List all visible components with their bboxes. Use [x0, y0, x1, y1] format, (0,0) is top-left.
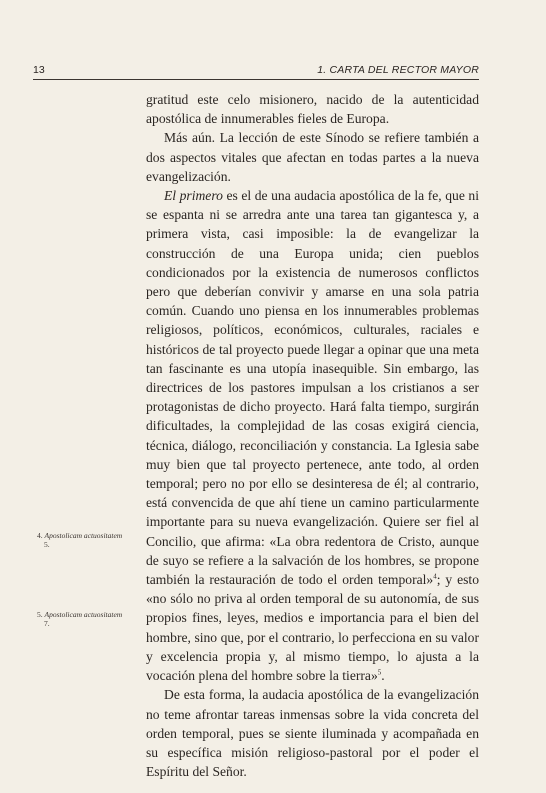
main-text: [146, 90, 479, 781]
paragraph-3-text-b: ; y esto «no sólo no priva al orden temporal de su autonomía, de sus propios fines, leyes, medios e importancia para el bien del hombre, sino que, por el contrario, lo perfecciona en su valor y excelencia propia y, al mismo tiempo, lo ajusta a la vocación plena del hombre sobre la tierra»: [146, 572, 479, 684]
header-rule: [33, 79, 479, 80]
margin-note-5: [37, 610, 137, 628]
paragraph-2: Más aún. La lección de este Sínodo se refiere también a dos aspectos vitales que afectan en todas partes a la nueva evangelización.: [146, 130, 479, 184]
paragraph-3: [146, 186, 479, 685]
footnote-mark-4: 4: [433, 572, 437, 581]
margin-note-4: [37, 531, 137, 549]
margin-note-number: 5.: [37, 610, 43, 619]
paragraph-3-text-c: .: [381, 668, 385, 684]
margin-note-number: 4.: [37, 531, 43, 540]
page-header: [33, 64, 479, 78]
running-title: 1. CARTA DEL RECTOR MAYOR: [317, 64, 479, 76]
margin-note-source: Apostolicam actuositatem: [44, 531, 123, 540]
margin-note-ref: 7.: [44, 619, 50, 628]
paragraph-4: De esta forma, la audacia apostólica de la evangelización no teme afrontar tareas inmensas sobre la vida concreta del orden temporal, pues se siente iluminada y acompañada en su específica misión religioso-pastoral por el poder el Espíritu del Señor.: [146, 687, 479, 780]
page-number: 13: [33, 64, 45, 76]
margin-note-ref: 5.: [44, 540, 50, 549]
footnote-mark-5: 5: [377, 668, 382, 677]
paragraph-1: gratitud este celo misionero, nacido de la autenticidad apostólica de innumerables fieles de Europa.: [146, 92, 479, 127]
paragraph-3-lead: El primero: [164, 188, 223, 204]
paragraph-3-text-a: es el de una audacia apostólica de la fe, que ni se espanta ni se arredra ante una tarea tan gigantesca y, a primera vista, casi imposible: la de evangelizar la construcción de una Europa unida; cien pueblos condicionados por la existencia de numerosos conflictos pero que deberían convivir y amarse en una sola patria común. Cuando uno piensa en los innumerables problemas religiosos, políticos, económicos, culturales, raciales e históricos de tal proyecto puede llegar a opinar que una meta tan fascinante es una utopía inasequible. Sin embargo, las directrices de los pastores impulsan a los cristianos a ser protagonistas de dicho proyecto. Hará falta tiempo, surgirán dificultades, la complejidad de las cosas exigirá ciencia, técnica, diálogo, reconciliación y constancia. La Iglesia sabe muy bien que tal proyecto pertenece, ante todo, al orden temporal; pero no por ello se desinteresa de él; al contrario, está convencida de que ahí tiene un camino particularmente importante para su nueva evangelización. Quiere ser fiel al Concilio, que afirma: «La obra redentora de Cristo, aunque de suyo se refiere a la salvación de los hombres, se propone también la restauración de todo el orden temporal»: [146, 188, 479, 588]
margin-note-source: Apostolicam actuositatem: [44, 610, 123, 619]
